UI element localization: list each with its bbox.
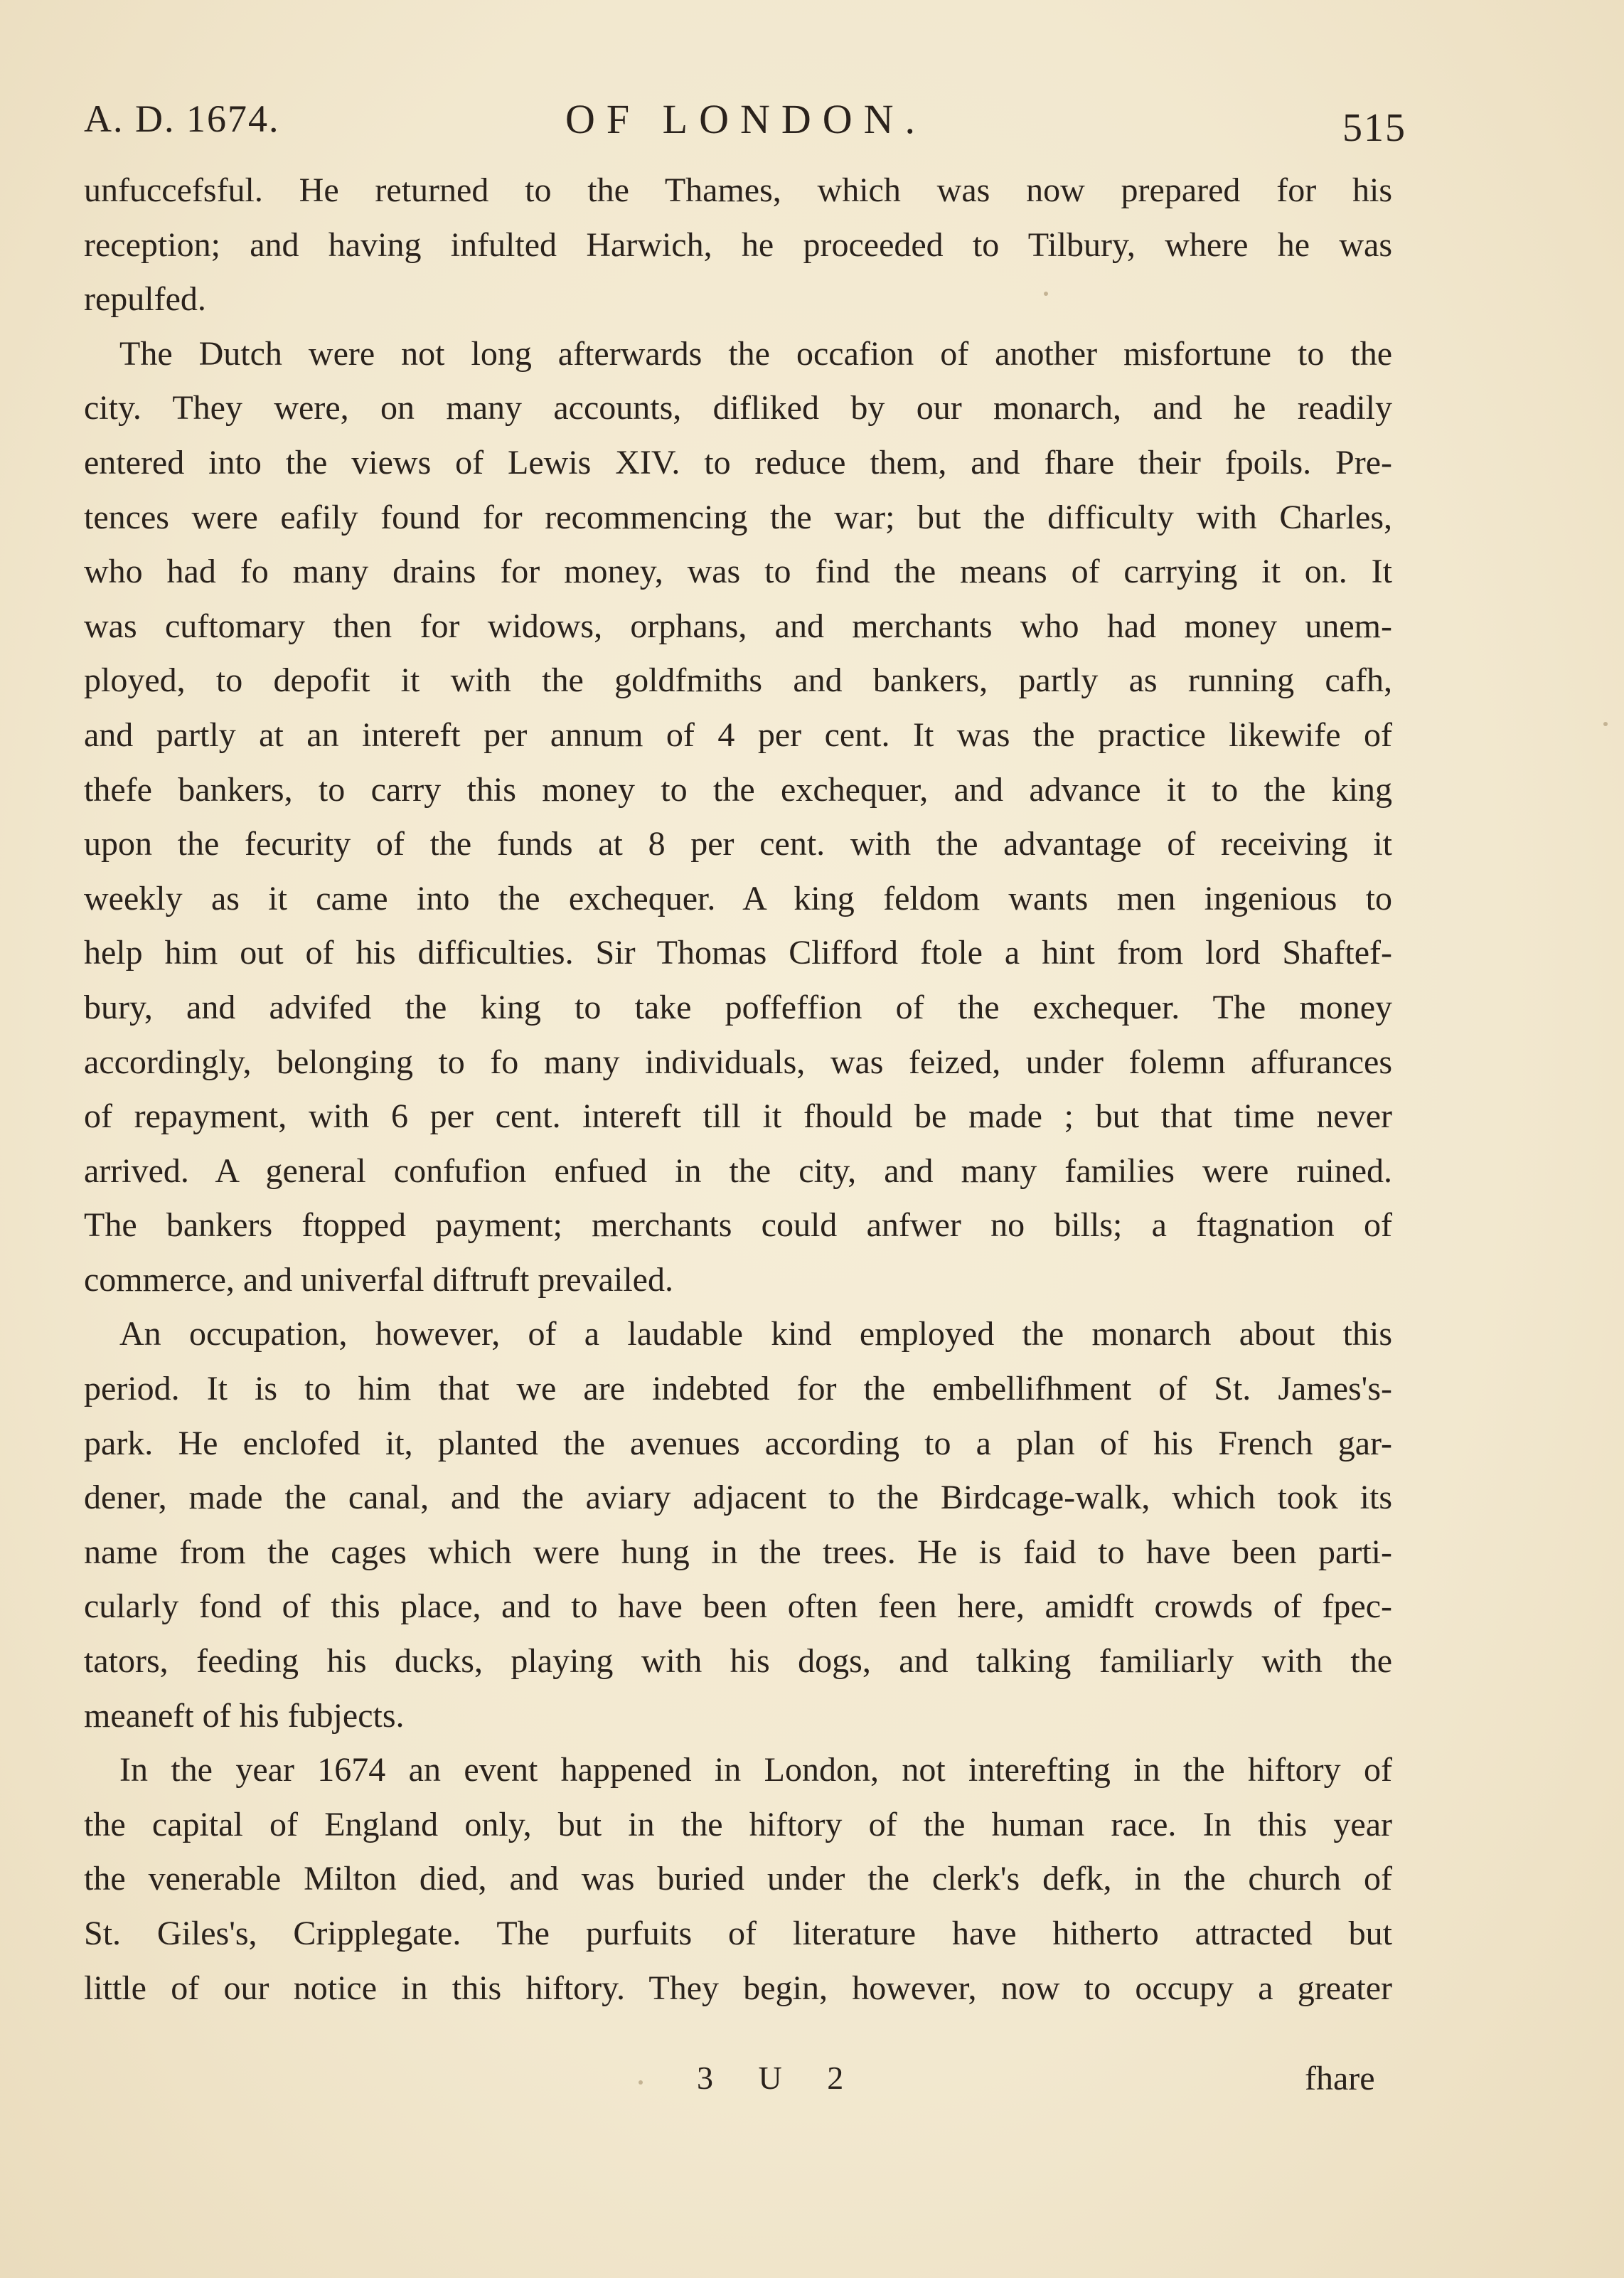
text-line: was cuftomary then for widows, orphans, and merchants who had money unem-: [84, 607, 1392, 645]
text-line: meaneft of his fubjects.: [84, 1696, 405, 1735]
text-line: period. It is to him that we are indebted for the embellifhment of St. James's-: [84, 1370, 1392, 1408]
text-line: reception; and having infulted Harwich, he proceeded to Tilbury, where he was: [84, 225, 1392, 264]
text-line: dener, made the canal, and the aviary adjacent to the Birdcage-walk, which took its: [84, 1479, 1392, 1517]
catchword: fhare: [1305, 2060, 1375, 2097]
text-line: the venerable Milton died, and was buried under the clerk's defk, in the church of: [84, 1860, 1392, 1898]
text-line: repulfed.: [84, 280, 206, 319]
text-line: thefe bankers, to carry this money to the exchequer, and advance it to the king: [84, 770, 1392, 809]
text-line: commerce, and univerfal diftruft prevailed.: [84, 1260, 673, 1299]
text-line: entered into the views of Lewis XIV. to reduce them, and fhare their fpoils. Pre-: [84, 443, 1392, 481]
text-line: of repayment, with 6 per cent. intereft till it fhould be made ; but that time never: [84, 1097, 1392, 1136]
paper-speck: [1603, 722, 1608, 726]
text-line: St. Giles's, Cripplegate. The purfuits of literature have hitherto attracted but: [84, 1915, 1392, 1952]
running-head: [0, 0, 1624, 171]
body-text: [84, 164, 1392, 2016]
text-line: cularly fond of this place, and to have been often feen here, amidft crowds of fpec-: [84, 1587, 1392, 1626]
text-line: The bankers ftopped payment; merchants could anfwer no bills; a ftagnation of: [84, 1206, 1392, 1245]
running-head-date: A. D. 1674.: [84, 97, 280, 140]
text-line: who had fo many drains for money, was to find the means of carrying it on. It: [84, 553, 1392, 591]
text-line: accordingly, belonging to fo many individuals, was feized, under folemn affurances: [84, 1043, 1392, 1081]
text-line: unfuccefsful. He returned to the Thames, which was now prepared for his: [84, 171, 1392, 209]
paper-speck: [639, 2080, 643, 2085]
text-line: arrived. A general confufion enfued in the city, and many families were ruined.: [84, 1151, 1392, 1190]
text-line: bury, and advifed the king to take poffeffion of the exchequer. The money: [84, 988, 1392, 1026]
text-line: weekly as it came into the exchequer. A king feldom wants men ingenious to: [84, 879, 1392, 917]
text-line: the capital of England only, but in the hiftory of the human race. In this year: [84, 1805, 1392, 1843]
paper-speck: [1044, 292, 1048, 296]
text-line: tators, feeding his ducks, playing with his dogs, and talking familiarly with the: [84, 1642, 1392, 1681]
page-footer: [0, 2059, 1624, 2130]
text-line: help him out of his difficulties. Sir Thomas Clifford ftole a hint from lord Shaftef-: [84, 934, 1392, 972]
text-line: name from the cages which were hung in the trees. He is faid to have been parti-: [84, 1533, 1392, 1571]
text-line: upon the fecurity of the funds at 8 per cent. with the advantage of receiving it: [84, 825, 1392, 863]
text-line: ployed, to depofit it with the goldfmiths and bankers, partly as running cafh,: [84, 661, 1392, 700]
paragraph-start-line: The Dutch were not long afterwards the occafion of another misfortune to the: [119, 334, 1392, 373]
running-head-title: OF LONDON.: [565, 96, 926, 142]
text-line: little of our notice in this hiftory. They begin, however, now to occupy a greater: [84, 1969, 1392, 2007]
paragraph-start-line: In the year 1674 an event happened in London, not interefting in the hiftory of: [119, 1751, 1392, 1789]
paragraph-start-line: An occupation, however, of a laudable kind employed the monarch about this: [119, 1315, 1392, 1353]
text-line: tences were eafily found for recommencing the war; but the difficulty with Charles,: [84, 498, 1392, 536]
text-line: park. He enclofed it, planted the avenues according to a plan of his French gar-: [84, 1424, 1392, 1462]
signature-mark: 3 U 2: [697, 2060, 862, 2096]
page-number: 515: [1342, 106, 1406, 150]
text-line: and partly at an intereft per annum of 4 per cent. It was the practice likewife of: [84, 715, 1392, 754]
text-line: city. They were, on many accounts, difliked by our monarch, and he readily: [84, 389, 1392, 427]
